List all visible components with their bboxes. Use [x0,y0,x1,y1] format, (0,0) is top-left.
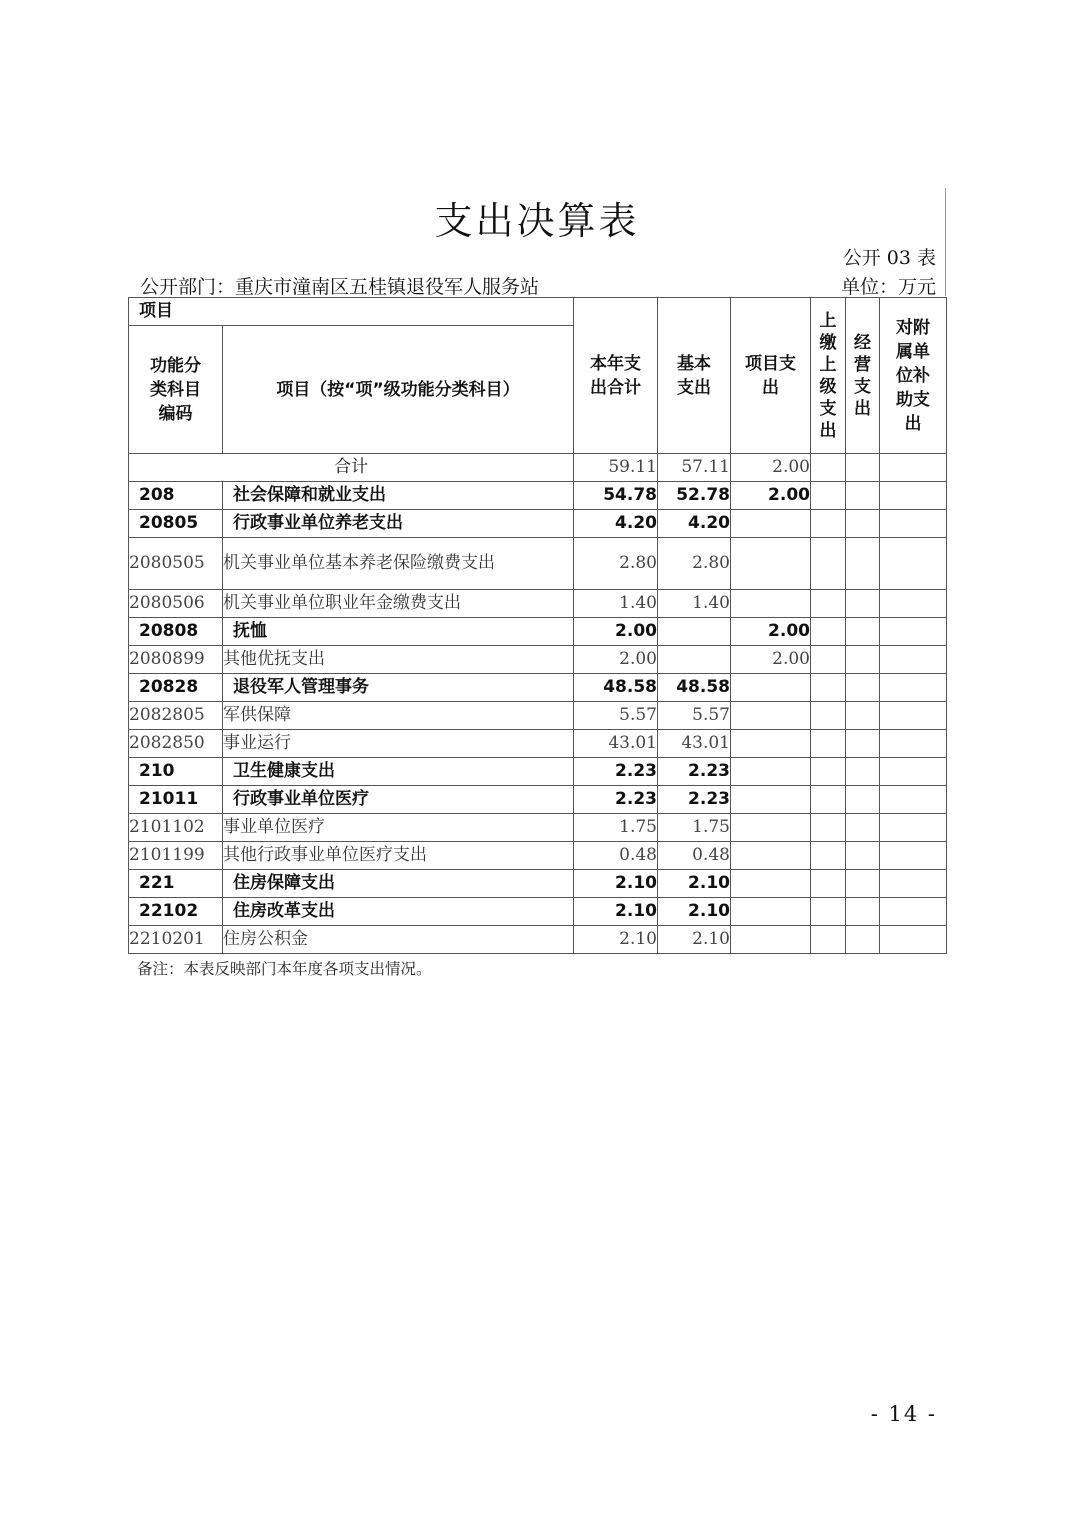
row-basic [658,618,731,646]
header-subsidiary: 对附属单位补助支出 [880,298,947,454]
row-basic: 2.80 [658,538,731,590]
row-code: 2080505 [129,538,223,590]
row-name: 事业单位医疗 [223,814,574,842]
row-name: 住房公积金 [223,926,574,954]
row-basic [658,646,731,674]
row-project: 2.00 [731,618,811,646]
row-total: 2.80 [574,538,658,590]
total-upper [811,454,846,482]
row-total: 2.00 [574,646,658,674]
row-business [846,786,880,814]
row-business [846,702,880,730]
row-project [731,730,811,758]
row-subsidiary [880,618,947,646]
row-total: 5.57 [574,702,658,730]
table-row [129,482,947,510]
total-label: 合计 [129,454,574,482]
table-row [129,646,947,674]
row-name: 其他优抚支出 [223,646,574,674]
row-name: 行政事业单位养老支出 [223,510,574,538]
total-subsidiary [880,454,947,482]
row-code: 2080506 [129,590,223,618]
row-upper [811,870,846,898]
row-basic: 2.23 [658,758,731,786]
total-business [846,454,880,482]
row-name: 社会保障和就业支出 [223,482,574,510]
row-upper [811,538,846,590]
row-project [731,786,811,814]
expenditure-table [128,297,947,954]
row-total: 0.48 [574,842,658,870]
row-subsidiary [880,510,947,538]
header-upper: 上缴上级支出 [811,298,846,454]
row-name: 军供保障 [223,702,574,730]
row-basic: 48.58 [658,674,731,702]
row-business [846,646,880,674]
table-row [129,786,947,814]
row-code: 20828 [129,674,223,702]
row-subsidiary [880,926,947,954]
row-project [731,926,811,954]
row-basic: 2.23 [658,786,731,814]
row-upper [811,618,846,646]
row-project [731,674,811,702]
row-code: 208 [129,482,223,510]
row-subsidiary [880,814,947,842]
row-business [846,926,880,954]
row-code: 221 [129,870,223,898]
row-business [846,758,880,786]
row-business [846,898,880,926]
row-name: 事业运行 [223,730,574,758]
row-code: 2082805 [129,702,223,730]
total-project: 2.00 [731,454,811,482]
table-row [129,618,947,646]
row-project [731,510,811,538]
row-total: 4.20 [574,510,658,538]
row-subsidiary [880,758,947,786]
row-name: 退役军人管理事务 [223,674,574,702]
row-project: 2.00 [731,482,811,510]
row-total: 54.78 [574,482,658,510]
header-code: 功能分类科目编码 [129,326,223,454]
row-total: 2.10 [574,898,658,926]
table-row [129,870,947,898]
table-row [129,926,947,954]
row-code: 2080899 [129,646,223,674]
table-row [129,674,947,702]
row-subsidiary [880,590,947,618]
row-total: 43.01 [574,730,658,758]
row-subsidiary [880,898,947,926]
row-total: 1.75 [574,814,658,842]
row-name: 住房改革支出 [223,898,574,926]
row-code: 2101199 [129,842,223,870]
row-upper [811,510,846,538]
row-total: 2.23 [574,758,658,786]
header-total: 本年支出合计 [574,298,658,454]
form-number: 公开 03 表 [842,247,936,269]
row-upper [811,926,846,954]
page-title: 支出决算表 [434,199,640,243]
row-business [846,870,880,898]
row-basic: 2.10 [658,898,731,926]
row-project [731,842,811,870]
row-upper [811,674,846,702]
row-project [731,590,811,618]
row-upper [811,702,846,730]
row-subsidiary [880,730,947,758]
table-row [129,702,947,730]
row-total: 2.00 [574,618,658,646]
row-code: 22102 [129,898,223,926]
table-row [129,538,947,590]
row-basic: 52.78 [658,482,731,510]
row-basic: 1.40 [658,590,731,618]
row-basic: 2.10 [658,870,731,898]
row-business [846,842,880,870]
row-code: 2082850 [129,730,223,758]
row-name: 行政事业单位医疗 [223,786,574,814]
table-row [129,730,947,758]
header-basic: 基本支出 [658,298,731,454]
row-business [846,510,880,538]
row-subsidiary [880,674,947,702]
row-project [731,538,811,590]
row-project [731,870,811,898]
table-total-row [129,454,947,482]
row-total: 2.10 [574,926,658,954]
row-business [846,730,880,758]
table-row [129,590,947,618]
row-basic: 4.20 [658,510,731,538]
row-name: 住房保障支出 [223,870,574,898]
row-code: 2210201 [129,926,223,954]
row-business [846,482,880,510]
row-code: 21011 [129,786,223,814]
row-business [846,618,880,646]
row-subsidiary [880,482,947,510]
row-basic: 2.10 [658,926,731,954]
row-subsidiary [880,538,947,590]
row-total: 2.10 [574,870,658,898]
row-basic: 0.48 [658,842,731,870]
row-code: 20805 [129,510,223,538]
row-upper [811,898,846,926]
header-project: 项目支出 [731,298,811,454]
row-subsidiary [880,702,947,730]
row-upper [811,646,846,674]
row-basic: 43.01 [658,730,731,758]
row-business [846,674,880,702]
row-upper [811,842,846,870]
unit-label: 单位：万元 [840,276,936,298]
row-business [846,590,880,618]
row-subsidiary [880,842,947,870]
row-upper [811,786,846,814]
row-project [731,758,811,786]
row-subsidiary [880,786,947,814]
row-upper [811,758,846,786]
table-row [129,510,947,538]
row-name: 机关事业单位职业年金缴费支出 [223,590,574,618]
row-total: 48.58 [574,674,658,702]
row-basic: 1.75 [658,814,731,842]
row-name: 抚恤 [223,618,574,646]
department-label: 公开部门：重庆市潼南区五桂镇退役军人服务站 [140,276,540,298]
row-subsidiary [880,870,947,898]
row-total: 1.40 [574,590,658,618]
table-row [129,898,947,926]
row-business [846,814,880,842]
row-project [731,702,811,730]
header-project-group: 项目 [129,298,574,326]
row-total: 2.23 [574,786,658,814]
row-project [731,898,811,926]
total-sum: 59.11 [574,454,658,482]
table-row [129,842,947,870]
row-name: 卫生健康支出 [223,758,574,786]
row-business [846,538,880,590]
row-code: 2101102 [129,814,223,842]
row-upper [811,814,846,842]
row-project [731,814,811,842]
row-upper [811,482,846,510]
table-row [129,758,947,786]
row-project: 2.00 [731,646,811,674]
row-code: 20808 [129,618,223,646]
page-number: - 14 - [870,1402,937,1426]
row-basic: 5.57 [658,702,731,730]
footnote: 备注：本表反映部门本年度各项支出情况。 [137,960,432,978]
table-row [129,814,947,842]
row-upper [811,730,846,758]
row-code: 210 [129,758,223,786]
header-name: 项目（按“项”级功能分类科目） [223,326,574,454]
row-name: 机关事业单位基本养老保险缴费支出 [223,538,574,590]
total-basic: 57.11 [658,454,731,482]
row-name: 其他行政事业单位医疗支出 [223,842,574,870]
row-upper [811,590,846,618]
row-subsidiary [880,646,947,674]
header-business: 经营支出 [846,298,880,454]
